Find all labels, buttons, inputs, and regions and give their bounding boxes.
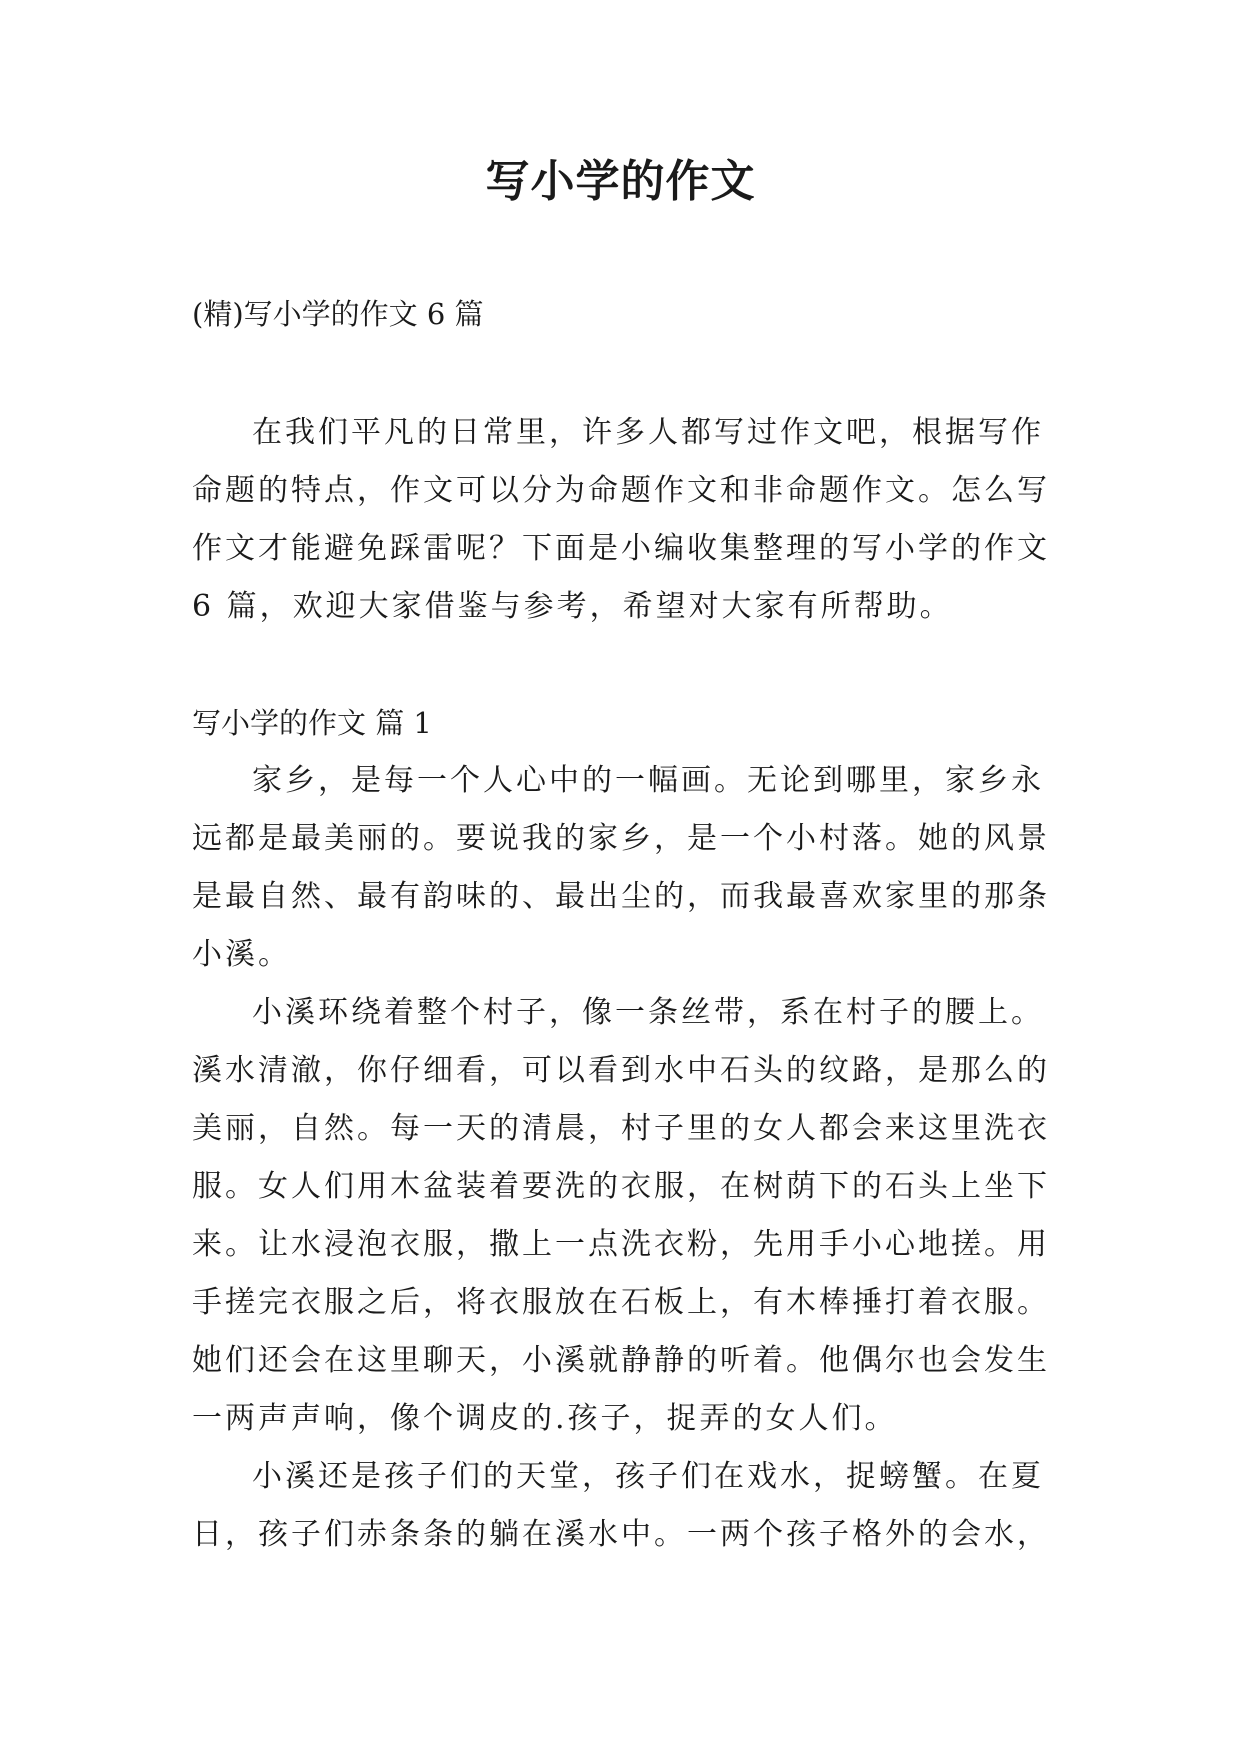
intro-paragraph: 在我们平凡的日常里，许多人都写过作文吧，根据写作命题的特点，作文可以分为命题作文和非命题作文。怎么写作文才能避免踩雷呢？下面是小编收集整理的写小学的作文 6 篇，欢迎大家借鉴与参考，希望对大家有所帮助。	[192, 415, 1050, 624]
intro-block	[192, 404, 1052, 636]
document-subtitle: (精)写小学的作文 6 篇	[192, 297, 484, 331]
document-title: 写小学的作文	[485, 156, 756, 207]
paragraph-1: 家乡，是每一个人心中的一幅画。无论到哪里，家乡永远都是最美丽的。要说我的家乡，是一个小村落。她的风景是最自然、最有韵味的、最出尘的，而我最喜欢家里的那条小溪。	[192, 763, 1050, 972]
section-heading: 写小学的作文 篇 1	[192, 706, 432, 740]
section-1	[192, 694, 1052, 1564]
paragraph-3: 小溪还是孩子们的天堂，孩子们在戏水，捉螃蟹。在夏日，孩子们赤条条的躺在溪水中。一两个孩子格外的会水，	[192, 1459, 1050, 1552]
paragraph-2: 小溪环绕着整个村子，像一条丝带，系在村子的腰上。溪水清澈，你仔细看，可以看到水中石头的纹路，是那么的美丽，自然。每一天的清晨，村子里的女人都会来这里洗衣服。女人们用木盆装着要洗的衣服，在树荫下的石头上坐下来。让水浸泡衣服，撒上一点洗衣粉，先用手小心地搓。用手搓完衣服之后，将衣服放在石板上，有木棒捶打着衣服。她们还会在这里聊天，小溪就静静的听着。他偶尔也会发生一两声声响，像个调皮的.孩子，捉弄的女人们。	[192, 995, 1050, 1436]
